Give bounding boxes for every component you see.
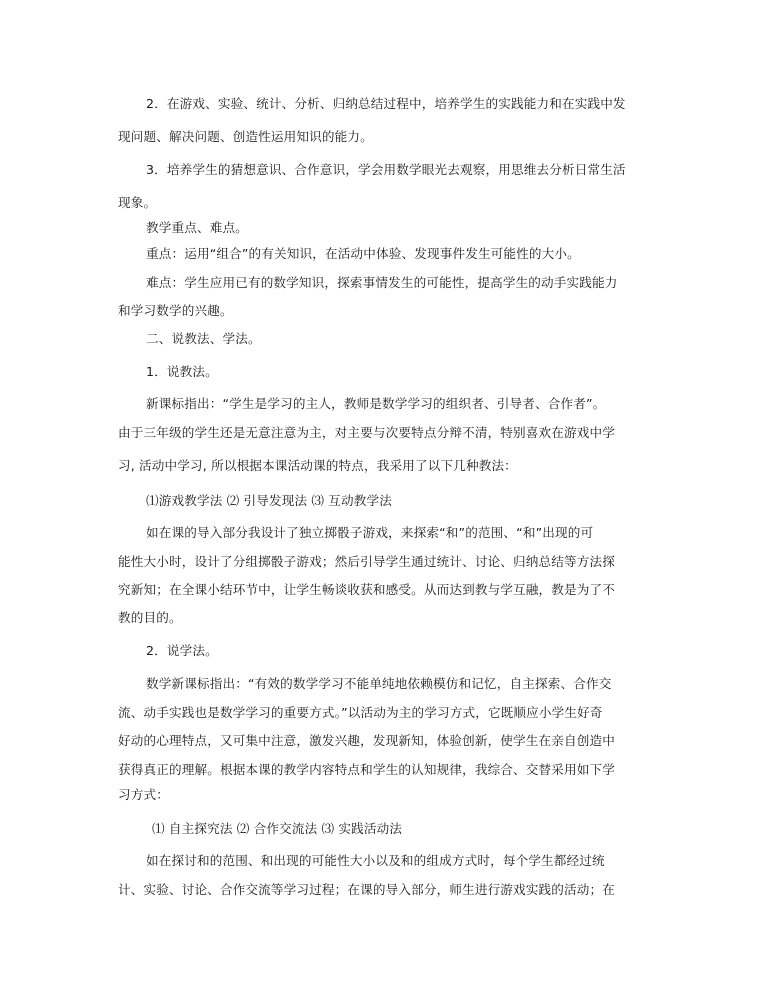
paragraph-line: 计、实验、讨论、合作交流等学习过程；在课的导入部分，师生进行游戏实践的活动；在 xyxy=(118,882,616,897)
paragraph-line: 和学习数学的兴趣。 xyxy=(118,303,233,318)
paragraph-line: 流、动手实践也是数学学习的重要方式。”以活动为主的学习方式，它既顺应小学生好奇 xyxy=(118,705,603,720)
paragraph-line: 数学新课标指出：“有效的数学学习不能单纯地依赖模仿和记忆，自主探索、合作交 xyxy=(146,676,612,691)
paragraph-line: 能性大小时，设计了分组掷骰子游戏；然后引导学生通过统计、讨论、归纳总结等方法探 xyxy=(118,554,616,569)
paragraph-line: 新课标指出：“学生是学习的主人，教师是数学学习的组织者、引导者、合作者”。 xyxy=(146,396,606,411)
subsection-heading: 1．说教法。 xyxy=(146,364,218,379)
section-heading: 教学重点、难点。 xyxy=(146,220,248,235)
method-list: ⑴游戏教学法 ⑵ 引导发现法 ⑶ 互动教学法 xyxy=(146,493,393,508)
paragraph-line: 获得真正的理解。根据本课的教学内容特点和学生的认知规律，我综合、交替采用如下学 xyxy=(118,762,616,777)
paragraph-line: 习方式： xyxy=(118,787,169,802)
paragraph-line: 如在课的导入部分我设计了独立掷骰子游戏，来探索“和”的范围、“和”出现的可 xyxy=(146,525,594,540)
paragraph-line: 现象。 xyxy=(118,195,157,210)
paragraph-line: 现问题、解决问题、创造性运用知识的能力。 xyxy=(118,129,373,144)
paragraph-line: 好动的心理特点，又可集中注意，激发兴趣，发现新知，体验创新，使学生在亲自创造中 xyxy=(118,733,616,748)
paragraph-line: 重点：运用“组合”的有关知识，在活动中体验、发现事件发生可能性的大小。 xyxy=(146,246,580,261)
paragraph-line: 究新知；在全课小结环节中，让学生畅谈收获和感受。从而达到教与学互融，教是为了不 xyxy=(118,582,616,597)
paragraph-line: 由于三年级的学生还是无意注意为主，对主要与次要特点分辩不清，特别喜欢在游戏中学 xyxy=(118,425,616,440)
paragraph-line: 3．培养学生的猜想意识、合作意识，学会用数学眼光去观察，用思维去分析日常生活 xyxy=(146,162,626,177)
section-heading: 二、说教法、学法。 xyxy=(146,331,261,346)
paragraph-line: 教的目的。 xyxy=(118,610,182,625)
paragraph-line: 习, 活动中学习, 所以根据本课活动课的特点，我采用了以下几种教法： xyxy=(118,458,517,473)
paragraph-line: 难点：学生应用已有的数学知识，探索事情发生的可能性，提高学生的动手实践能力 xyxy=(146,275,618,290)
method-list: ⑴ 自主探究法 ⑵ 合作交流法 ⑶ 实践活动法 xyxy=(152,821,403,836)
paragraph-line: 2．在游戏、实验、统计、分析、归纳总结过程中，培养学生的实践能力和在实践中发 xyxy=(146,96,626,111)
paragraph-line: 如在探讨和的范围、和出现的可能性大小以及和的组成方式时，每个学生都经过统 xyxy=(146,853,605,868)
subsection-heading: 2．说学法。 xyxy=(146,643,218,658)
